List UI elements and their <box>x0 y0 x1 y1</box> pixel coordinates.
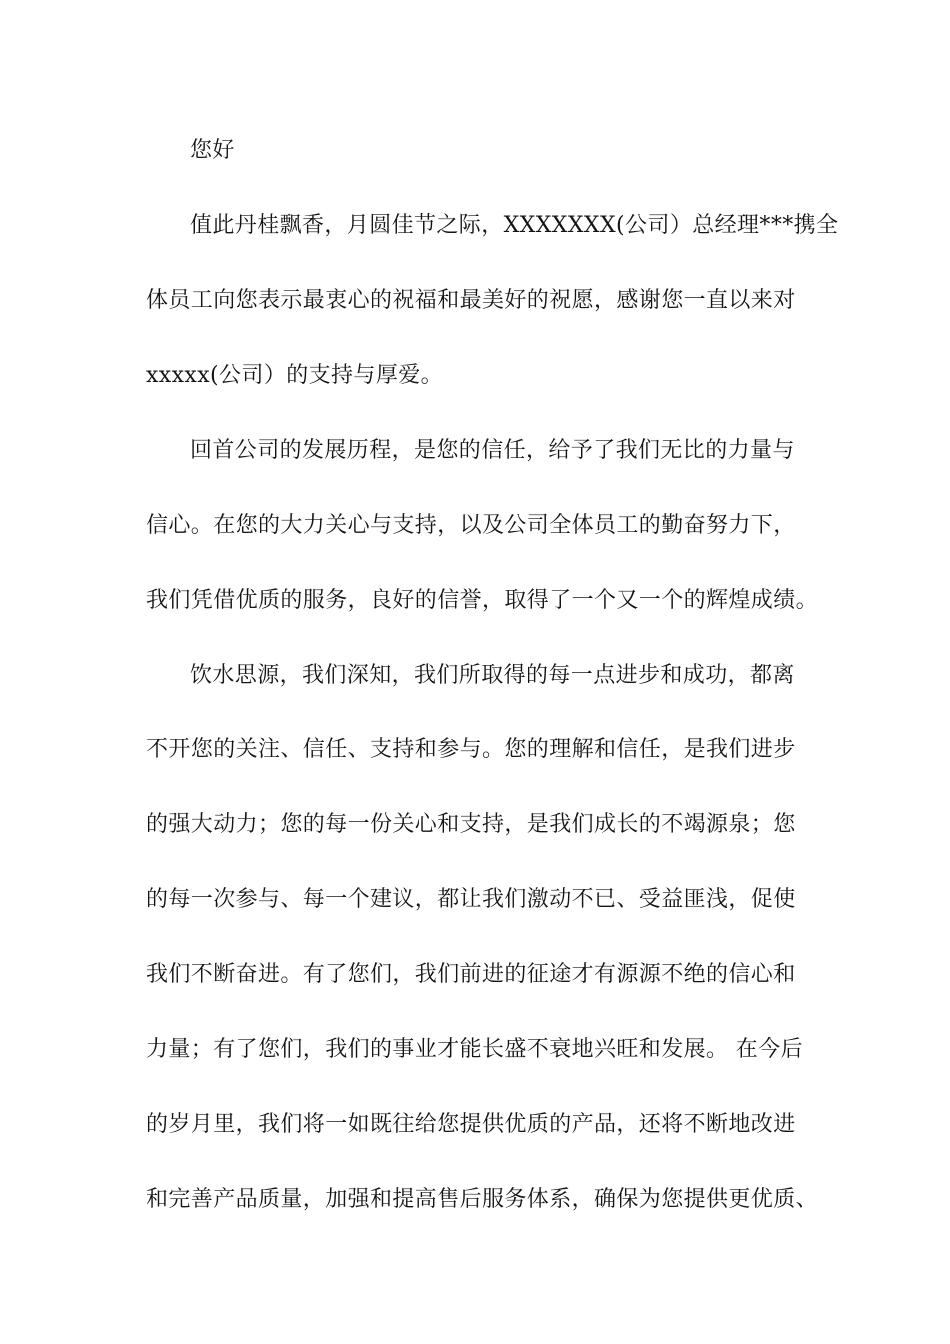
paragraph-line: 信心。在您的大力关心与支持，以及公司全体员工的勤奋努力下， <box>146 513 796 538</box>
paragraph-line: 值此丹桂飘香，月圆佳节之际，XXXXXXX(公司）总经理***携全 <box>190 213 839 238</box>
paragraph-line: 体员工向您表示最衷心的祝福和最美好的祝愿，感谢您一直以来对 <box>146 288 796 313</box>
paragraph-line: 饮水思源，我们深知，我们所取得的每一点进步和成功，都离 <box>190 663 795 688</box>
paragraph-line: 和完善产品质量，加强和提高售后服务体系，确保为您提供更优质、 <box>146 1187 819 1212</box>
paragraph-line: 不开您的关注、信任、支持和参与。您的理解和信任，是我们进步 <box>146 737 796 762</box>
paragraph-line: xxxxx(公司）的支持与厚爱。 <box>146 363 444 388</box>
paragraph-line: 回首公司的发展历程，是您的信任，给予了我们无比的力量与 <box>190 438 795 463</box>
paragraph-line: 的强大动力；您的每一份关心和支持，是我们成长的不竭源泉；您 <box>146 812 796 837</box>
paragraph-line: 我们凭借优质的服务，良好的信誉，取得了一个又一个的辉煌成绩。 <box>146 588 819 613</box>
paragraph-line: 我们不断奋进。有了您们，我们前进的征途才有源源不绝的信心和 <box>146 962 796 987</box>
paragraph-line: 的每一次参与、每一个建议，都让我们激动不已、受益匪浅，促使 <box>146 887 796 912</box>
paragraph-line: 的岁月里，我们将一如既往给您提供优质的产品，还将不断地改进 <box>146 1112 796 1137</box>
paragraph-line: 力量；有了您们，我们的事业才能长盛不衰地兴旺和发展。 在今后 <box>146 1037 803 1062</box>
greeting-line: 您好 <box>190 138 235 163</box>
